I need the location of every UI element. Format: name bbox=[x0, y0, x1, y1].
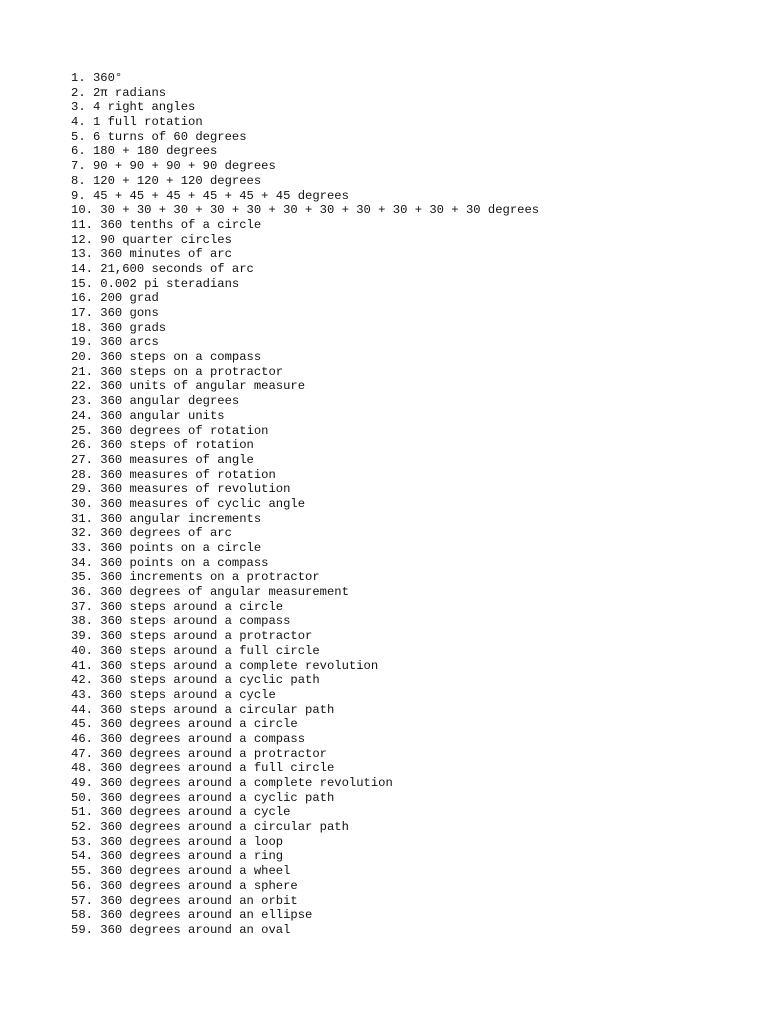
list-item: 51. 360 degrees around a cycle bbox=[71, 805, 291, 820]
list-item: 34. 360 points on a compass bbox=[71, 555, 269, 570]
list-item: 42. 360 steps around a cyclic path bbox=[71, 673, 320, 688]
list-item: 50. 360 degrees around a cyclic path bbox=[71, 790, 335, 805]
list-item: 18. 360 grads bbox=[71, 320, 167, 335]
list-item: 48. 360 degrees around a full circle bbox=[71, 761, 335, 776]
document-page bbox=[71, 71, 751, 938]
list-item: 45. 360 degrees around a circle bbox=[71, 717, 298, 732]
list-item: 54. 360 degrees around a ring bbox=[71, 849, 284, 864]
list-item: 39. 360 steps around a protractor bbox=[71, 629, 313, 644]
list-item: 57. 360 degrees around an orbit bbox=[71, 893, 298, 908]
list-item: 12. 90 quarter circles bbox=[71, 232, 232, 247]
list-item: 5. 6 turns of 60 degrees bbox=[71, 129, 247, 144]
list-item: 40. 360 steps around a full circle bbox=[71, 643, 320, 658]
list-item: 3. 4 right angles bbox=[71, 100, 196, 115]
list-item: 55. 360 degrees around a wheel bbox=[71, 864, 291, 879]
list-item: 17. 360 gons bbox=[71, 306, 159, 320]
list-item: 19. 360 arcs bbox=[71, 335, 159, 350]
list-item: 24. 360 angular units bbox=[71, 408, 225, 423]
list-item: 47. 360 degrees around a protractor bbox=[71, 746, 327, 761]
list-item: 14. 21,600 seconds of arc bbox=[71, 261, 254, 276]
list-item: 36. 360 degrees of angular measurement bbox=[71, 585, 349, 600]
list-item: 13. 360 minutes of arc bbox=[71, 247, 232, 262]
list-item: 23. 360 angular degrees bbox=[71, 394, 240, 409]
list-item: 1. 360° bbox=[71, 71, 123, 85]
list-item: 30. 360 measures of cyclic angle bbox=[71, 496, 306, 511]
numbered-list bbox=[71, 71, 751, 938]
list-item: 7. 90 + 90 + 90 + 90 degrees bbox=[71, 159, 276, 174]
list-item: 27. 360 measures of angle bbox=[71, 452, 254, 467]
list-item: 46. 360 degrees around a compass bbox=[71, 731, 306, 746]
list-item: 21. 360 steps on a protractor bbox=[71, 364, 284, 379]
list-item: 28. 360 measures of rotation bbox=[71, 467, 276, 482]
list-item: 11. 360 tenths of a circle bbox=[71, 217, 262, 232]
list-item: 56. 360 degrees around a sphere bbox=[71, 878, 298, 893]
list-item: 25. 360 degrees of rotation bbox=[71, 423, 269, 438]
list-item: 16. 200 grad bbox=[71, 291, 159, 306]
list-item: 49. 360 degrees around a complete revolution bbox=[71, 776, 393, 790]
list-item: 32. 360 degrees of arc bbox=[71, 526, 232, 541]
list-item: 6. 180 + 180 degrees bbox=[71, 144, 218, 159]
list-item: 2. 2π radians bbox=[71, 85, 167, 100]
list-item: 38. 360 steps around a compass bbox=[71, 614, 291, 629]
list-item: 8. 120 + 120 + 120 degrees bbox=[71, 173, 262, 188]
list-item: 58. 360 degrees around an ellipse bbox=[71, 908, 313, 923]
list-item: 22. 360 units of angular measure bbox=[71, 379, 306, 394]
list-item: 53. 360 degrees around a loop bbox=[71, 834, 284, 849]
list-item: 29. 360 measures of revolution bbox=[71, 482, 291, 497]
list-item: 43. 360 steps around a cycle bbox=[71, 687, 276, 702]
list-item: 33. 360 points on a circle bbox=[71, 541, 262, 555]
list-item: 35. 360 increments on a protractor bbox=[71, 570, 320, 585]
list-item: 4. 1 full rotation bbox=[71, 115, 203, 130]
list-item: 37. 360 steps around a circle bbox=[71, 599, 284, 614]
list-item: 41. 360 steps around a complete revolution bbox=[71, 658, 379, 673]
list-item: 15. 0.002 pi steradians bbox=[71, 276, 240, 291]
list-item: 9. 45 + 45 + 45 + 45 + 45 + 45 degrees bbox=[71, 188, 349, 203]
list-item: 10. 30 + 30 + 30 + 30 + 30 + 30 + 30 + 30 + 30 + 30 + 30 degrees bbox=[71, 203, 540, 218]
list-item: 52. 360 degrees around a circular path bbox=[71, 820, 349, 835]
list-item: 44. 360 steps around a circular path bbox=[71, 702, 335, 717]
list-item: 26. 360 steps of rotation bbox=[71, 438, 254, 453]
list-item: 20. 360 steps on a compass bbox=[71, 350, 262, 365]
list-item: 59. 360 degrees around an oval bbox=[71, 922, 291, 937]
list-item: 31. 360 angular increments bbox=[71, 511, 262, 526]
